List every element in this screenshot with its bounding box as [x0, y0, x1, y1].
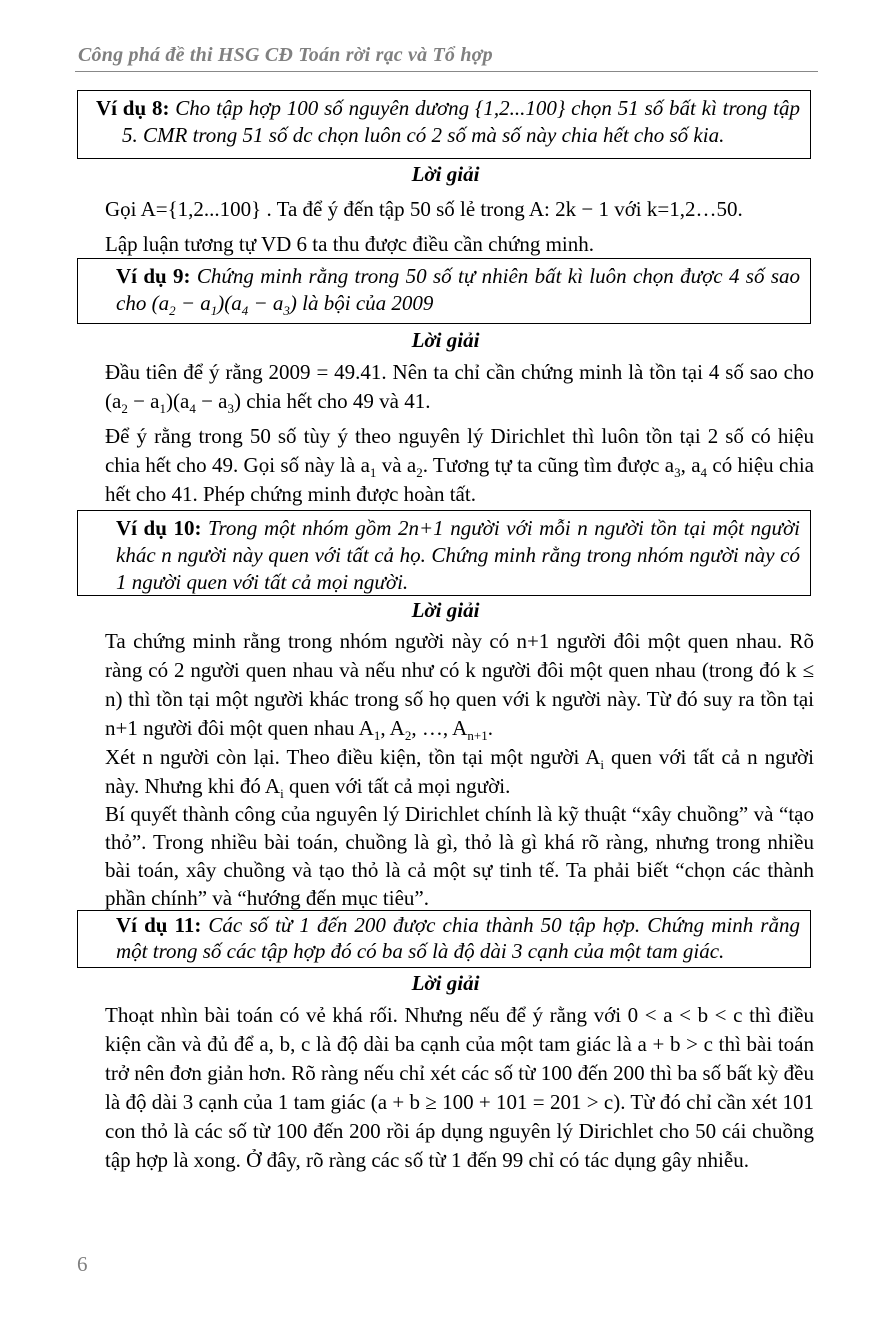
- example-10-box: [77, 510, 811, 596]
- text: − a: [248, 291, 284, 315]
- text: Đầu tiên để ý rằng 2009 = 49.41. Nên ta chỉ cần chứng minh là tồn tại 4 số sao cho (a: [105, 360, 814, 413]
- text: − a: [195, 389, 228, 413]
- example-statement: Các số từ 1 đến 200 được chia thành 50 tập hợp. Chứng minh rằng một trong số các tập hợp đó có ba số là độ dài 3 cạnh của một tam giác.: [116, 913, 800, 963]
- text: Xét n người còn lại. Theo điều kiện, tồn tại một người A: [105, 745, 601, 769]
- text: Để ý rằng trong 50 số tùy ý theo nguyên lý Dirichlet thì luôn tồn tại 2 số có hiệu chia hết cho 49. Gọi số này là a: [105, 424, 814, 477]
- text: − a: [175, 291, 211, 315]
- example-11-box: [77, 910, 811, 968]
- paragraph: [105, 358, 814, 416]
- subscript: 2: [404, 728, 412, 744]
- example-label: Ví dụ 11:: [116, 913, 202, 937]
- text: Ta chứng minh rằng trong nhóm người này có n+1 người đôi một quen nhau. Rõ ràng có 2 người quen nhau và nếu như có k người đôi một quen nhau (trong đó k ≤ n) thì tồn tại một người khác trong số họ quen với k người này. Từ đó suy ra tồn tại n+1 người đôi một quen nhau A: [105, 629, 814, 740]
- example-8-box: [77, 90, 811, 159]
- subscript: 2: [169, 303, 176, 319]
- header-divider: [75, 71, 818, 72]
- subscript: i: [600, 757, 605, 773]
- example-statement: Cho tập hợp 100 số nguyên dương {1,2...100} chọn 51 số bất kì trong tập 5. CMR trong 51 số dc chọn luôn có 2 số mà số này chia hết cho số kia.: [122, 96, 800, 147]
- example-11-text: [78, 911, 810, 968]
- subscript: 4: [189, 401, 196, 417]
- solution-heading: Lời giải: [411, 162, 480, 186]
- subscript: 1: [373, 728, 381, 744]
- paragraph: [105, 627, 814, 743]
- text: . Tương tự ta cũng tìm được a: [422, 453, 675, 477]
- subscript: 3: [283, 303, 290, 319]
- subscript: i: [280, 786, 284, 802]
- text: ) chia hết cho 49 và 41.: [233, 389, 431, 413]
- subscript: 3: [227, 401, 234, 417]
- text: quen với tất cả mọi người.: [283, 774, 511, 798]
- subscript: 1: [210, 303, 218, 319]
- text: và a: [376, 453, 417, 477]
- example-10-text: [78, 511, 810, 600]
- text: − a: [127, 389, 160, 413]
- example-statement: Trong một nhóm gồm 2n+1 người với mỗi n người tồn tại một người khác n người này quen với tất cả họ. Chứng minh rằng trong nhóm người này có 1 người quen với tất cả mọi người.: [116, 516, 800, 594]
- example-8-text: [78, 91, 810, 153]
- text: .: [487, 716, 493, 740]
- solution-heading: Lời giải: [411, 971, 480, 995]
- text: ) là bội của 2009: [289, 291, 434, 315]
- paragraph: Bí quyết thành công của nguyên lý Dirichlet chính là kỹ thuật “xây chuồng” và “tạo thỏ”. Trong nhiều bài toán, chuồng là gì, thỏ là gì khá rõ ràng, nhưng trong nhiều bài toán, xây chuồng và tạo thỏ là cả một sự tinh tế. Ta phải biết “chọn các thành phần chính” và “hướng đến mục tiêu”.: [105, 802, 814, 910]
- text: )(a: [217, 291, 242, 315]
- solution-heading: Lời giải: [411, 598, 480, 622]
- example-9-text: [78, 259, 810, 321]
- example-label: Ví dụ 10:: [116, 516, 202, 540]
- subscript: 1: [159, 401, 166, 417]
- text: , …, A: [411, 716, 468, 740]
- paragraph: Gọi A={1,2...100} . Ta để ý đến tập 50 số lẻ trong A: 2k − 1 với k=1,2…50.: [105, 197, 743, 221]
- text: )(a: [166, 389, 190, 413]
- paragraph: [105, 743, 814, 801]
- subscript: n+1: [467, 728, 488, 744]
- subscript: 3: [674, 465, 681, 481]
- paragraph: [105, 422, 814, 509]
- subscript: 4: [700, 465, 708, 481]
- example-label: Ví dụ 9:: [116, 264, 191, 288]
- paragraph: Lập luận tương tự VD 6 ta thu được điều cần chứng minh.: [105, 232, 595, 256]
- solution-heading: Lời giải: [411, 328, 480, 352]
- text: , A: [380, 716, 405, 740]
- subscript: 2: [121, 401, 128, 417]
- subscript: 2: [416, 465, 423, 481]
- paragraph: Thoạt nhìn bài toán có vẻ khá rối. Nhưng nếu để ý rằng với 0 < a < b < c thì điều kiện cần và đủ để a, b, c là độ dài ba cạnh của một tam giác là a + b > c thì bài toán trở nên đơn giản hơn. Rõ ràng nếu chỉ xét các số từ 100 đến 200 thì ba số bất kỳ đều là độ dài 3 cạnh của 1 tam giác (a + b ≥ 100 + 101 = 201 > c). Từ đó chỉ cần xét 101 con thỏ là các số từ 100 đến 200 rồi áp dụng nguyên lý Dirichlet cho 50 cái chuồng tập hợp là xong. Ở đây, rõ ràng các số từ 1 đến 99 chỉ có tác dụng gây nhiễu.: [105, 1003, 814, 1172]
- page-number: 6: [77, 1252, 88, 1276]
- running-header: Công phá đề thi HSG CĐ Toán rời rạc và Tổ hợp: [78, 44, 493, 66]
- example-label: Ví dụ 8:: [96, 96, 170, 120]
- subscript: 1: [369, 465, 377, 481]
- text: Chứng minh rằng trong 50 số tự nhiên bất kì luôn chọn được 4 số sao cho (a: [116, 264, 800, 315]
- text: có hiệu chia hết cho 41. Phép chứng minh được hoàn tất.: [105, 453, 815, 506]
- subscript: 4: [241, 303, 249, 319]
- example-9-box: [77, 258, 811, 324]
- text: , a: [680, 453, 701, 477]
- text: quen với tất cả n người này. Nhưng khi đó A: [105, 745, 814, 798]
